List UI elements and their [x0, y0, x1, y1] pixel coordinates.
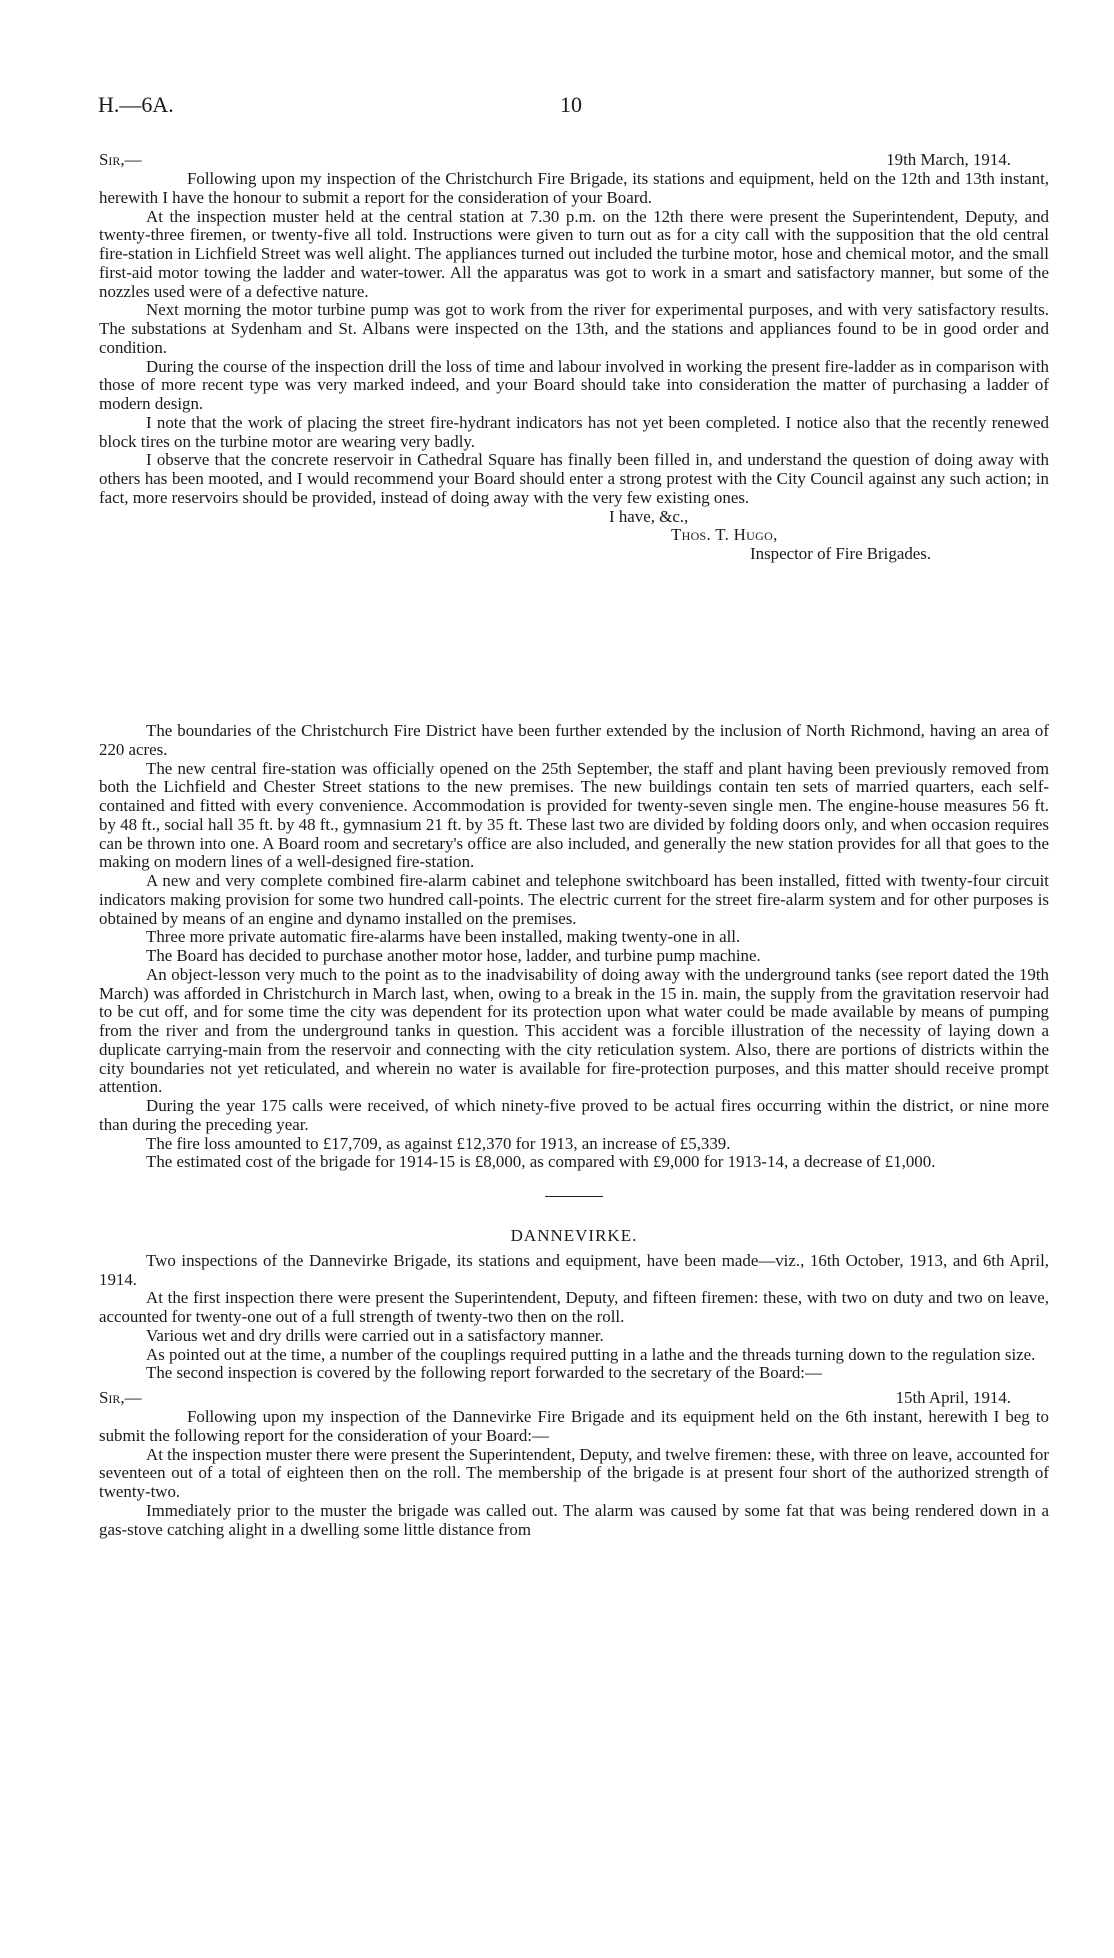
letter-paragraph: Following upon my inspection of the Dannevirke Fire Brigade and its equipment held on the 6th instant, herewith I beg to submit the following report for the consideration of your Board:— — [99, 1407, 1049, 1445]
report-paragraph: An object-lesson very much to the point as to the inadvisability of doing away with the underground tanks (see report dated the 19th March) was afforded in Christchurch in March last, when, owing to a break in the 15 in. main, the supply from the gravitation reservoir had to be cut off, and for some time the city was dependent for its protection upon what water could be made available by means of pumping from the river and from the underground tanks in question. This accident was a forcible illustration of the necessity of laying down a duplicate carrying-main from the reservoir and connecting with the city reticulation system. Also, there are portions of districts within the city boundaries not yet reticulated, and wherein no water is available for fire-protection purposes, and this matter should receive prompt attention. — [99, 964, 1049, 1097]
report-paragraph: The new central fire-station was officially opened on the 25th September, the staff and plant having been previously removed from both the Lichfield and Chester Street stations to the new premises. The new buildings contain ten sets of married quarters, each self-contained and fitted with every convenience. Accommodation is provided for twenty-seven single men. The engine-house measures 56 ft. by 48 ft., social hall 35 ft. by 48 ft., gymnasium 21 ft. by 35 ft. These last two are divided by folding doors only, and when occasion requires can be thrown into one. A Board room and secretary's office are also included, and generally the new station provides for all that goes to the making on modern lines of a well-designed fire-station. — [99, 758, 1049, 872]
document-reference: H.—6A. — [98, 92, 174, 117]
page-header — [98, 92, 1048, 124]
signature-name: Thos. T. Hugo, — [671, 525, 778, 545]
dannevirke-paragraph: Two inspections of the Dannevirke Brigade, its stations and equipment, have been made—viz., 16th October, 1913, and 6th April, 1914. — [99, 1250, 1049, 1289]
report-paragraph: During the year 175 calls were received, of which ninety-five proved to be actual fires occurring within the district, or nine more than during the preceding year. — [99, 1096, 1049, 1134]
christchurch-letter — [99, 151, 1049, 564]
letter-paragraph: At the inspection muster held at the central station at 7.30 p.m. on the 12th there were present the Superintendent, Deputy, and twenty-three firemen, or twenty-five all told. Instructions were given to turn out as for a city call with the supposition that the old central fire-station in Lichfield Street was well alight. The appliances turned out included the turbine motor, hose and chemical motor, and the small first-aid motor towing the ladder and water-tower. All the apparatus was got to work in a smart and satisfactory manner, but some of the nozzles used were of a defective nature. — [99, 206, 1049, 301]
dannevirke-paragraph: The second inspection is covered by the following report forwarded to the secretary of the Board:— — [146, 1363, 822, 1383]
report-paragraph: The estimated cost of the brigade for 1914-15 is £8,000, as compared with £9,000 for 1913-14, a decrease of £1,000. — [146, 1152, 936, 1172]
report-paragraph: The boundaries of the Christchurch Fire District have been further extended by the inclusion of North Richmond, having an area of 220 acres. — [99, 721, 1049, 759]
report-paragraph: Three more private automatic fire-alarms have been installed, making twenty-one in all. — [146, 927, 741, 947]
section-heading: DANNEVIRKE. — [510, 1226, 638, 1245]
letter-salutation: Sir,— — [99, 150, 142, 169]
letter-paragraph: At the inspection muster there were present the Superintendent, Deputy, and twelve firemen: these, with three on leave, accounted for seventeen out of a total of eighteen then on the roll. The membership of the brigade is at present four short of the authorized strength of twenty-two. — [99, 1444, 1049, 1501]
letter-paragraph: During the course of the inspection drill the loss of time and labour involved in working the present fire-ladder as in comparison with those of more recent type was very marked indeed, and your Board should take into consideration the matter of purchasing a ladder of modern design. — [99, 356, 1049, 413]
letter-date: 15th April, 1914. — [895, 1388, 1011, 1407]
christchurch-report — [99, 722, 1049, 1539]
dannevirke-paragraph: As pointed out at the time, a number of the couplings required putting in a lathe and the threads turning down to the regulation size. — [146, 1344, 1036, 1364]
dannevirke-paragraph: Various wet and dry drills were carried out in a satisfactory manner. — [146, 1325, 604, 1345]
letter-salutation: Sir,— — [99, 1388, 142, 1407]
page-number: 10 — [560, 92, 582, 117]
letter-paragraph: I observe that the concrete reservoir in Cathedral Square has finally been filled in, and understand the question of doing away with others has been mooted, and I would recommend your Board should enter a strong protest with the City Council against any such action; in fact, more reservoirs should be provided, instead of doing away with the very few existing ones. — [99, 450, 1049, 507]
report-paragraph: The Board has decided to purchase another motor hose, ladder, and turbine pump machine. — [146, 946, 761, 965]
letter-salutation-row — [99, 151, 1049, 170]
letter-closing: I have, &c., — [609, 506, 689, 526]
letter-paragraph: I note that the work of placing the street fire-hydrant indicators has not yet been completed. I notice also that the recently renewed block tires on the turbine motor are wearing very badly. — [99, 412, 1049, 451]
letter-salutation-row — [99, 1389, 1049, 1408]
report-paragraph: The fire loss amounted to £17,709, as against £12,370 for 1913, an increase of £5,339. — [146, 1133, 731, 1153]
letter-paragraph: Following upon my inspection of the Christchurch Fire Brigade, its stations and equipment, held on the 12th and 13th instant, herewith I have the honour to submit a report for the consideration of your Board. — [99, 169, 1049, 207]
signature-title: Inspector of Fire Brigades. — [750, 544, 932, 563]
report-paragraph: A new and very complete combined fire-alarm cabinet and telephone switchboard has been installed, fitted with twenty-four circuit indicators making provision for some two hundred call-points. The electric current for the street fire-alarm system and for other purposes is obtained by means of an engine and dynamo installed on the premises. — [99, 871, 1049, 928]
dannevirke-paragraph: At the first inspection there were present the Superintendent, Deputy, and fifteen firemen: these, with two on duty and two on leave, accounted for twenty-one out of a full strength of twenty-two then on the roll. — [99, 1288, 1049, 1326]
section-divider — [545, 1196, 603, 1197]
letter-paragraph: Immediately prior to the muster the brigade was called out. The alarm was caused by some fat that was being rendered down in a gas-stove catching alight in a dwelling some little distance from — [99, 1500, 1049, 1539]
letter-date: 19th March, 1914. — [886, 150, 1011, 169]
letter-paragraph: Next morning the motor turbine pump was got to work from the river for experimental purposes, and with very satisfactory results. The substations at Sydenham and St. Albans were inspected on the 13th, and the stations and appliances found to be in good order and condition. — [99, 300, 1049, 357]
